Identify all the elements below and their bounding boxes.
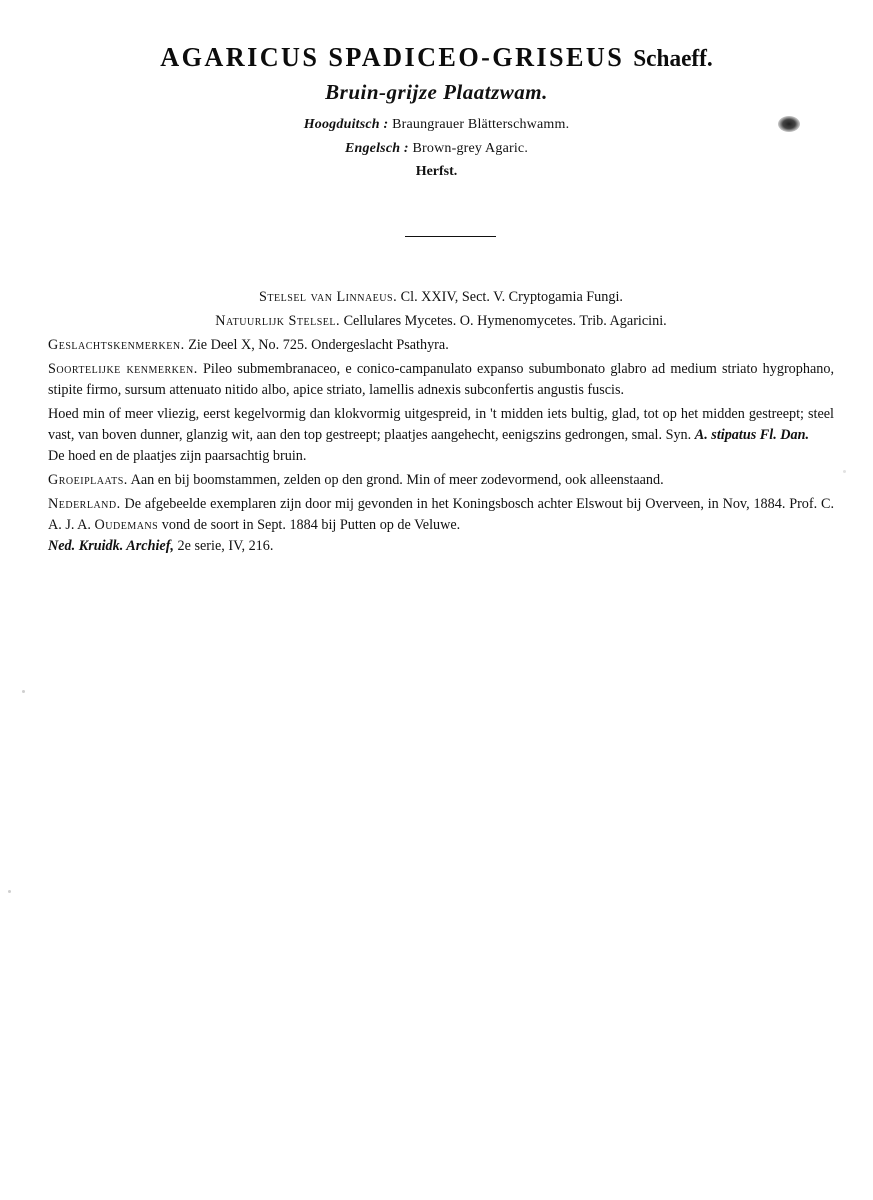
english-name-line bbox=[0, 141, 873, 157]
natural-system-text: Cellulares Mycetes. O. Hymenomycetes. Trib. Agaricini. bbox=[343, 313, 667, 329]
description-paragraph bbox=[48, 404, 834, 446]
genus-paragraph bbox=[48, 335, 834, 356]
body-text bbox=[48, 287, 834, 557]
reference-journal: Ned. Kruidk. Archief, bbox=[48, 538, 174, 554]
dutch-common-name: Bruin-grijze Plaatzwam. bbox=[325, 80, 548, 104]
genus-label: Geslachtskenmerken. bbox=[48, 337, 185, 353]
species-text: Pileo submembranaceo, e conico-campanulato expanso subumbonato glabro ad medium striato hygrophano, stipite firmo, sursum attenuato nitido albo, apice striato, lamellis adnexis subconfertis angustis fuscis. bbox=[48, 361, 834, 398]
season: Herfst. bbox=[415, 164, 458, 179]
netherlands-text-2: vond de soort in Sept. 1884 bij Putten op de Veluwe. bbox=[161, 517, 461, 533]
color-text: De hoed en de plaatjes zijn paarsachtig bruin. bbox=[48, 448, 307, 464]
english-label: Engelsch : bbox=[344, 141, 409, 156]
species-label: Soortelijke kenmerken. bbox=[48, 361, 198, 377]
synonym: A. stipatus Fl. Dan. bbox=[694, 427, 810, 443]
species-name: AGARICUS SPADICEO-GRISEUS bbox=[160, 42, 625, 72]
genus-text: Zie Deel X, No. 725. Ondergeslacht Psathyra. bbox=[188, 337, 449, 353]
netherlands-label: Nederland. bbox=[48, 496, 121, 512]
linnaeus-line bbox=[48, 287, 834, 308]
linnaeus-label: Stelsel van Linnaeus. bbox=[259, 289, 398, 305]
oudemans-name: Oudemans bbox=[94, 517, 159, 533]
species-paragraph bbox=[48, 359, 834, 401]
netherlands-paragraph bbox=[48, 494, 834, 557]
species-title bbox=[13, 42, 860, 73]
section-divider bbox=[405, 236, 496, 237]
paper-speck bbox=[8, 890, 11, 893]
habitat-label: Groeiplaats. bbox=[48, 472, 128, 488]
netherlands-text: De afgebeelde exemplaren zijn door mij gevonden in het Koningsbosch achter Elswout bij Overveen, in Nov, 1884. Prof. C. A. J. A. bbox=[48, 496, 834, 533]
paper-speck bbox=[22, 690, 25, 693]
natural-system-line bbox=[48, 311, 834, 332]
german-name-line bbox=[0, 117, 873, 133]
description-text: Hoed min of meer vliezig, eerst kegelvormig dan klokvormig uitgespreid, in 't midden iets bultig, glad, tot op het midden gestreept; steel vast, van boven dunner, glanzig wit, aan den top gestreept; plaatjes aangehecht, eenigszins gedrongen, smal. Syn. bbox=[48, 406, 834, 443]
reference-detail: 2e serie, IV, 216. bbox=[177, 538, 274, 554]
paper-speck bbox=[843, 470, 846, 473]
german-label: Hoogduitsch : bbox=[303, 117, 389, 132]
german-name: Braungrauer Blätterschwamm. bbox=[392, 117, 570, 132]
color-paragraph bbox=[48, 446, 834, 467]
english-name: Brown-grey Agaric. bbox=[412, 141, 529, 156]
habitat-paragraph bbox=[48, 470, 834, 491]
linnaeus-text: Cl. XXIV, Sect. V. Cryptogamia Fungi. bbox=[400, 289, 623, 305]
natural-system-label: Natuurlijk Stelsel. bbox=[215, 313, 341, 329]
species-author: Schaeff. bbox=[633, 46, 713, 72]
habitat-text: Aan en bij boomstammen, zelden op den grond. Min of meer zodevormend, ook alleenstaand. bbox=[130, 472, 664, 488]
